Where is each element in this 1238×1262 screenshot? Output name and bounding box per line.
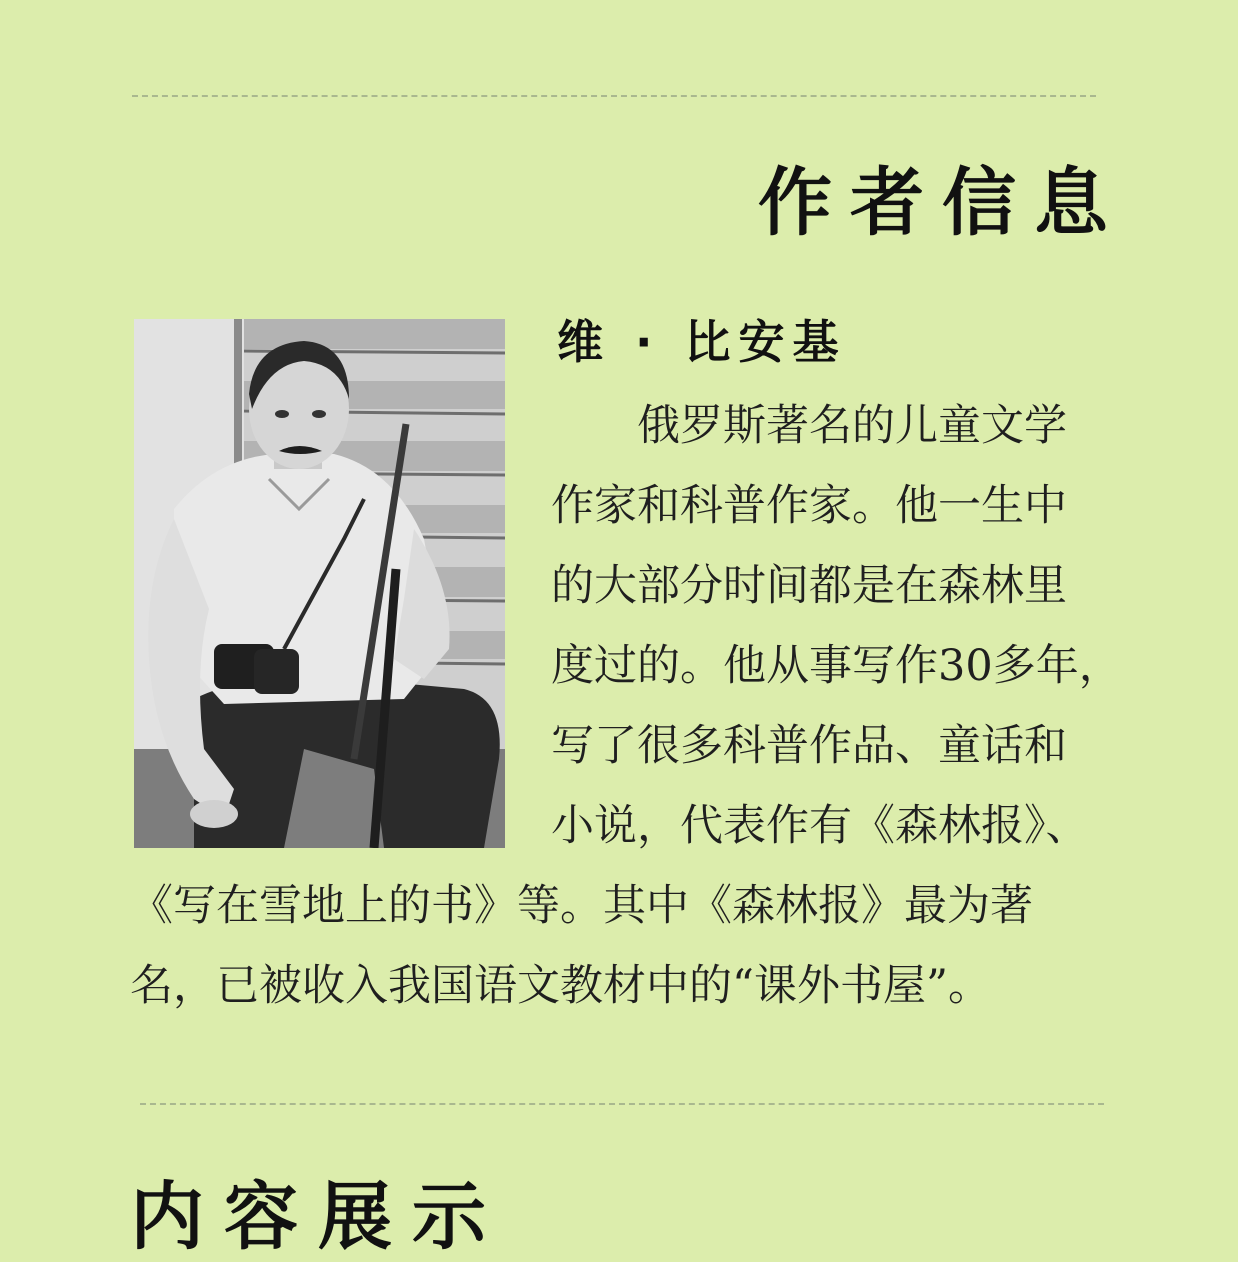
author-name: 维 · 比安基 [557, 315, 847, 369]
bio-line-7: 《写在雪地上的书》等。其中《森林报》最为著 [130, 881, 1033, 931]
bio-line-4: 度过的。他从事写作30多年， [551, 641, 1122, 691]
author-photo [134, 319, 505, 848]
bio-line-8: 名，已被收入我国语文教材中的“课外书屋”。 [130, 961, 991, 1011]
author-info-title: 作者信息 [758, 160, 1126, 246]
bio-line-2: 作家和科普作家。他一生中 [551, 481, 1067, 531]
bio-line-6: 小说，代表作有《森林报》、 [551, 801, 1089, 851]
bio-line-3: 的大部分时间都是在森林里 [551, 561, 1067, 611]
bio-line-5: 写了很多科普作品、童话和 [551, 721, 1067, 771]
author-portrait-image [134, 319, 505, 848]
content-display-title: 内容展示 [130, 1174, 506, 1260]
bio-line-1: 俄罗斯著名的儿童文学 [551, 401, 1067, 451]
top-divider [132, 95, 1096, 97]
bottom-divider [140, 1103, 1104, 1105]
